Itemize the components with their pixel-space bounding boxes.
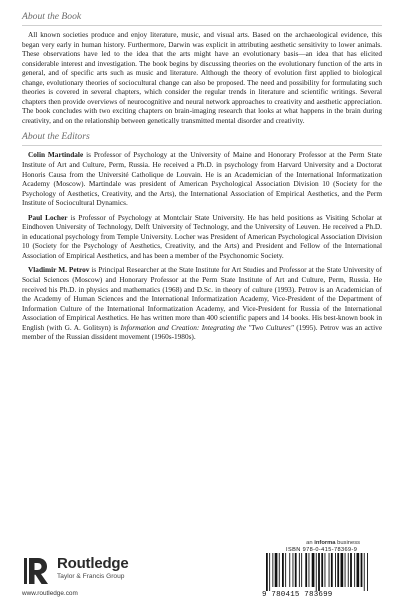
about-editors-section bbox=[22, 131, 382, 341]
isbn-label: ISBN 978-0-415-78369-9 bbox=[286, 547, 358, 553]
barcode-digits: 9 780415 783699 bbox=[262, 591, 333, 599]
routledge-logo-icon bbox=[22, 556, 52, 586]
heading-rule bbox=[22, 25, 382, 26]
publisher-subtitle: Taylor & Francis Group bbox=[57, 573, 125, 580]
editor-bio bbox=[22, 213, 382, 261]
editor-bio bbox=[22, 265, 382, 341]
about-book-text: All known societies produce and enjoy literature, music, and visual arts. Based on the archaeological evidence, this began very early in human history. Furthermore, Darwin was explicit in attributing aesthetic sensitivity to lower animals. These observations have led to the idea that the arts might have an evolutionary basis—an idea that has elicited considerable interest and investigation. The book begins by discussing theories on the evolutionary function of the arts in general, and of specific arts such as music and literature. Although the theory of evolution first applied to biological change, evolutionary theories of sociocultural change can also be proposed. The need and possibility for formulating such theories is covered in several chapters, which consider the regular trends in literature and scientific writings. Several chapters then provide overviews of neurocognitive and neural network approaches to creativity and aesthetic appreciation. The book concludes with two exciting chapters on brain-imaging research that looks at what happens in the brain during creativity, and on the relationship between genetically transmitted mental disorder and creativity. bbox=[22, 30, 382, 125]
footer bbox=[0, 540, 400, 600]
about-book-heading: About the Book bbox=[22, 11, 82, 22]
about-editors-heading: About the Editors bbox=[22, 131, 90, 143]
editor-bio-text: is Professor of Psychology at the University of Maine and Honorary Professor at the Perm State Institute of Art and Culture, Perm, Russia. He received a Ph.D. in psychology from Harvard University and a Doctorat Honoris Causa from the Université Catholique de Louvain. He is an Academician of the International Informatization Academy (Moscow). Martindale was president of American Psychological Association Division 10 (Society for the Psychology of Aesthetics, Creativity, and the Arts), the International Association of Empirical Aesthetics, and the Perm Institute of Sociocultural Dynamics. bbox=[22, 150, 382, 208]
informa-tagline bbox=[306, 540, 360, 546]
editor-name: Paul Locher bbox=[28, 212, 68, 222]
publisher-url[interactable]: www.routledge.com bbox=[22, 590, 78, 597]
editor-bio-text: (1995). Petrov was an active member of the Russian dissident movement (1960s-1980s). bbox=[22, 322, 382, 342]
publisher-name: Routledge bbox=[57, 555, 129, 572]
editor-bio-text: is Principal Researcher at the State Institute for Art Studies and Professor at the State University of Social Sciences (Moscow) and Honorary Professor at the Perm State Institute of Art and Culture, Perm, Russia. He received his Ph.D. in physics and mathematics (1968) and D.Sc. in theory of culture (1993). Petrov is an Academician of the Academy of Human Sciences and the International Informatization Academy, Vice-President of the Department of Information Culture of the International Informatization Academy, and Vice-President for Russia of the International Association of Empirical Aesthetics. He has written more than 400 scientific papers and 14 books. His best-known book in English (with G. A. Golitsyn) is bbox=[22, 265, 383, 332]
informa-word: informa bbox=[314, 540, 336, 546]
informa-suffix: business bbox=[335, 540, 360, 546]
editor-bio bbox=[22, 150, 382, 207]
editor-name: Colin Martindale bbox=[28, 150, 84, 160]
informa-prefix: an bbox=[306, 540, 315, 546]
heading-rule bbox=[22, 145, 382, 146]
about-book-section bbox=[22, 11, 382, 125]
barcode-block bbox=[262, 540, 380, 599]
editor-bio-text: is Professor of Psychology at Montclair State University. He has held positions as Visiting Scholar at Eindhoven University of Technology, Delft University of Technology, and the University of Leuven. He received a Ph.D. in educational psychology from Temple University. Locher was President of American Psychological Association Division 10 (Society for the Psychology of Aesthetics, Creativity, and the Arts) and President and Fellow of the International Association of Empirical Aesthetics, and has been a member of the Psychonomic Society. bbox=[22, 212, 382, 260]
editor-name: Vladimir M. Petrov bbox=[28, 265, 90, 275]
barcode-icon bbox=[262, 553, 380, 591]
book-title: Information and Creation: Integrating the "Two Cultures" bbox=[120, 322, 294, 332]
